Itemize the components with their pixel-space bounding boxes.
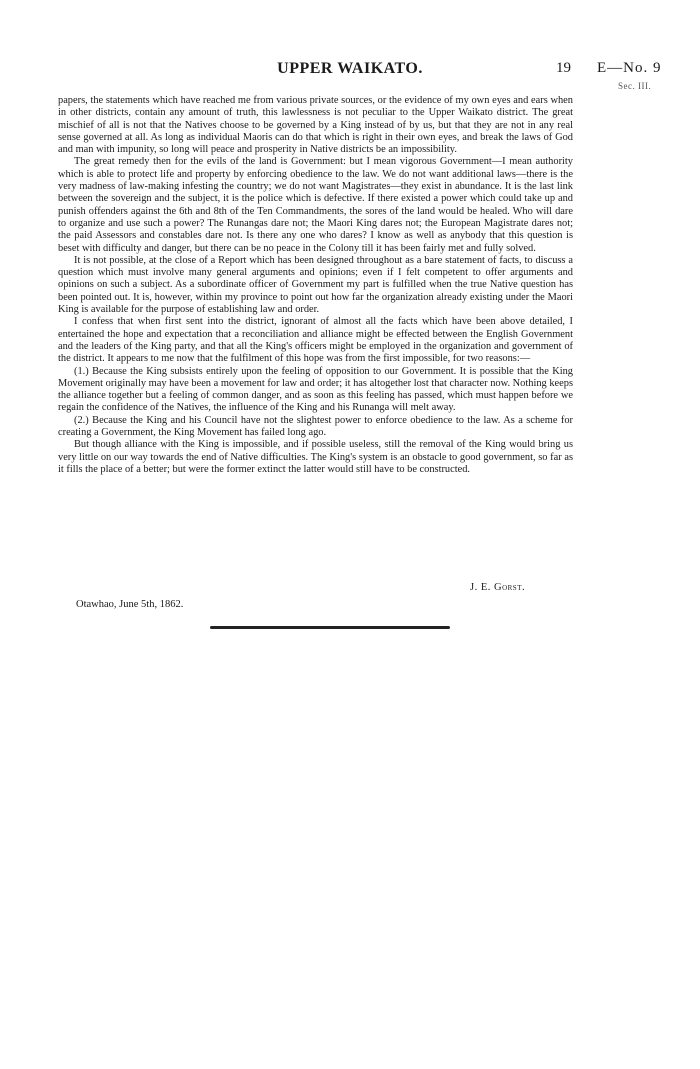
paragraph: I confess that when first sent into the district, ignorant of almost all the facts which have been above detailed, I entertained the hope and expectation that a reconciliation and alliance might be effected between the English Government and the leaders of the King party, and that all the King's officers might be employed in the organization and government of the district. It appears to me now that the fulfilment of this hope was from the first impossible, for two reasons:— <box>58 316 573 365</box>
paragraph: papers, the statements which have reached me from various private sources, or the evidence of my own eyes and ears when in other districts, contain any amount of truth, this lawlessness is not peculiar to the Upper Waikato district. The great mischief of all is not that the Natives choose to be governed by a King instead of by us, but that they are not in any real sense governed at all. As long as individual Maoris can do that which is right in their own eyes, and break the laws of God and man with impunity, so long will peace and prosperity in Native districts be an impossibility. <box>58 95 573 156</box>
paragraph: It is not possible, at the close of a Report which has been designed throughout as a bare statement of facts, to discuss a question which must involve many general arguments and opinions; even if I felt competent to offer arguments and opinions on such a subject. As a subordinate officer of Government my part is fulfilled when the true Native question has been pointed out. It is, however, within my province to point out how far the organization already existing under the Maori King is available for the purpose of establishing law and order. <box>58 254 573 316</box>
dateline: Otawhao, June 5th, 1862. <box>76 599 184 610</box>
closing-rule <box>210 626 450 629</box>
paragraph: But though alliance with the King is impossible, and if possible useless, still the removal of the King would bring us very little on our way towards the end of Native difficulties. The King's system is an obstacle to good government, so far as it fills the place of a better; but were the former extinct the latter would still have to be constructed. <box>58 439 573 475</box>
page-number: 19 <box>556 60 571 76</box>
running-title: UPPER WAIKATO. <box>277 60 423 77</box>
signature: J. E. Gorst. <box>470 582 526 593</box>
paragraph: (2.) Because the King and his Council have not the slightest power to enforce obedience to the law. As a scheme for creating a Government, the King Movement has failed long ago. <box>58 414 573 439</box>
report-body <box>58 95 573 476</box>
paragraph: (1.) Because the King subsists entirely upon the feeling of opposition to our Government. It is possible that the King Movement originally may have been a movement for law and order; it has altogether lost that character now. Nothing keeps the alliance together but a feeling of common danger, and as soon as this feeling has passed, which must happen before we regain the confidence of the Natives, the influence of the King and his Runanga will melt away. <box>58 365 573 414</box>
paragraph: The great remedy then for the evils of the land is Government: but I mean vigorous Government—I mean authority which is able to protect life and property by enforcing obedience to the law. We do not want additional laws—there is the very madness of law-making infesting the country; we do not want Magistrates—they exist in abundance. It is the last link between the sovereign and the subject, it is the police which is defective. If there existed a power which could take up and punish offenders against the 6th and 8th of the Ten Commandments, the sores of the land would be healed. Who will dare to organize and use such a power? The Runangas dare not; the Maori King dares not; the European Magistrate dares not; the paid Assessors and constables dare not. Is there any one who dares? I know as well as anybody that this question is beset with difficulty and danger, but there can be no peace in the Colony till it has been fairly met and fully solved. <box>58 156 573 254</box>
section-reference: Sec. III. <box>618 81 652 91</box>
document-reference: E—No. 9 <box>597 60 662 76</box>
